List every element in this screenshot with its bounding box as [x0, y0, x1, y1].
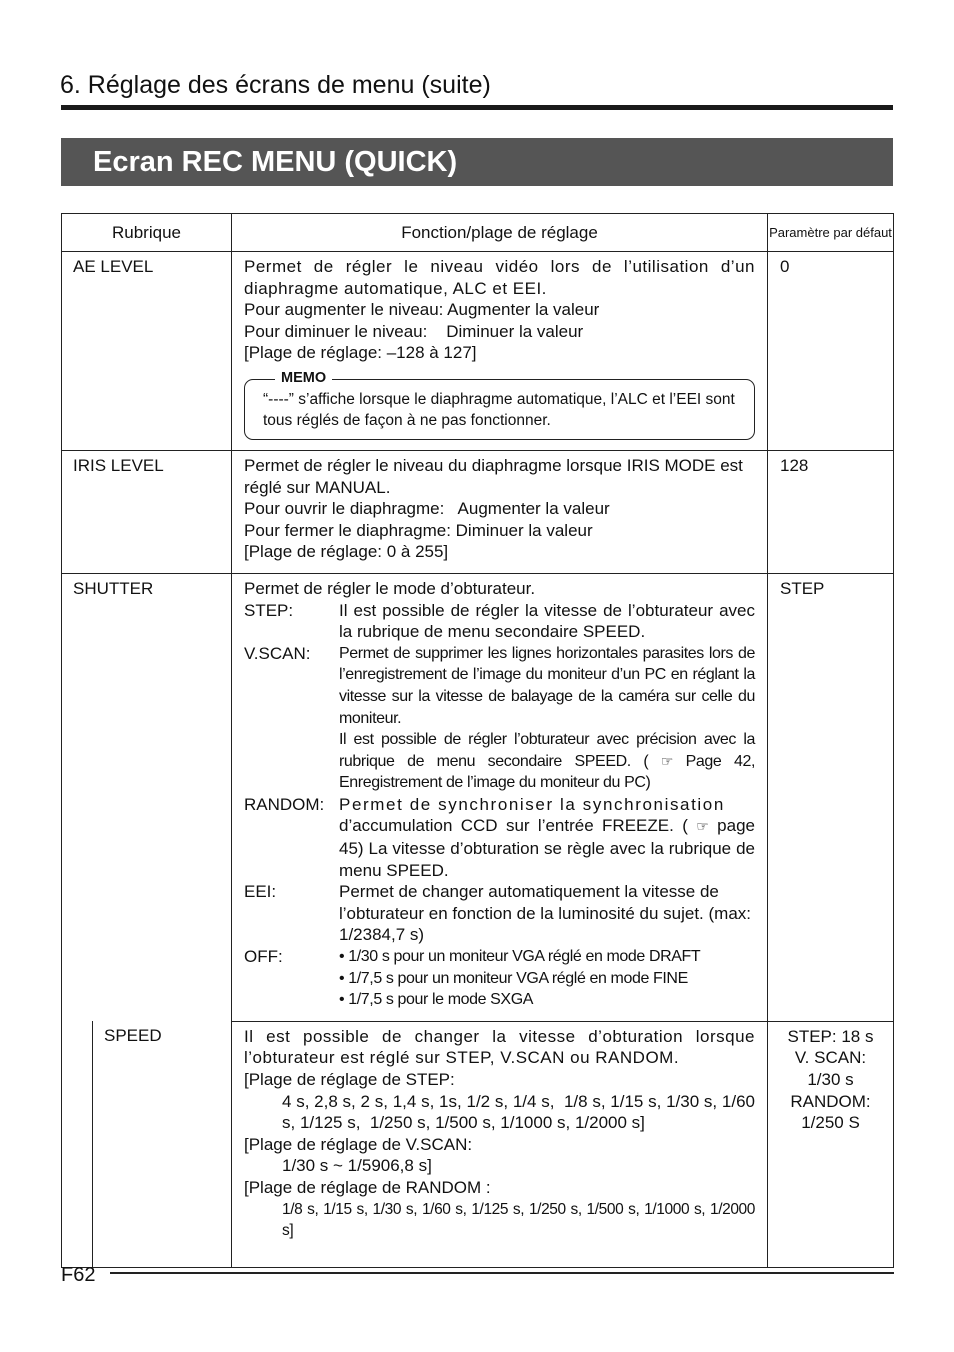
shutter-def-eei [244, 881, 755, 946]
menu-table [61, 213, 894, 1268]
shutter-term-random: RANDOM: [244, 794, 325, 814]
speed-random-values: 1/8 s, 1/15 s, 1/30 s, 1/60 s, 1/125 s, 1/250 s, 1/500 s, 1/1000 s, 1/2000 s] [282, 1200, 755, 1240]
ae-level-desc-2: Pour augmenter le niveau: Augmenter la valeur [244, 300, 600, 320]
table-row-iris-level [62, 450, 894, 573]
shutter-desc-random [339, 794, 755, 881]
shutter-def-off [244, 946, 755, 1011]
shutter-off-item: • 1/7,5 s pour un moniteur VGA réglé en mode FINE [339, 969, 688, 987]
iris-level-desc-1: Permet de régler le niveau du diaphragme lorsque IRIS MODE est réglé sur MANUAL. [244, 455, 743, 497]
item-desc-ae-level [232, 252, 768, 451]
shutter-off-item: • 1/7,5 s pour le mode SXGA [339, 991, 534, 1009]
section-title: 6. Réglage des écrans de menu (suite) [60, 71, 491, 99]
item-default-shutter: STEP [768, 573, 894, 1021]
shutter-desc-eei: Permet de changer automatiquement la vitesse de l’obturateur en fonction de la luminosité du sujet. (max: 1/2384,7 s) [339, 882, 752, 945]
item-desc-iris-level [232, 450, 768, 573]
item-default-iris-level: 128 [768, 450, 894, 573]
shutter-random-desc-2b: page 45) La vitesse d’obturation se règle avec la rubrique de menu SPEED. [339, 816, 755, 880]
shutter-off-item: • 1/30 s pour un moniteur VGA réglé en mode DRAFT [339, 948, 701, 966]
speed-random-head: [Plage de réglage de RANDOM : [244, 1177, 491, 1197]
speed-default-line: STEP: 18 s [787, 1026, 874, 1046]
table-header-row [62, 214, 894, 252]
col-header-default: Paramètre par défaut [768, 214, 894, 252]
shutter-def-vscan [244, 643, 755, 794]
section-divider [61, 105, 893, 110]
shutter-desc-off [339, 946, 755, 1011]
item-name-cell-speed [62, 1021, 232, 1268]
table-row-speed [62, 1021, 894, 1268]
page-banner-title: Ecran REC MENU (QUICK) [61, 138, 893, 186]
shutter-vscan-desc-2a: Il est possible de régler l’obturateur avec précision avec la rubrique de menu secondaire SPEED. ( [339, 731, 755, 770]
shutter-intro: Permet de régler le mode d’obturateur. [244, 578, 536, 598]
ae-level-desc-1: Permet de régler le niveau vidéo lors de l’utilisation d’un diaphragme automatique, ALC et EEI. [244, 257, 755, 298]
table-row-ae-level [62, 252, 894, 451]
memo-box [244, 369, 755, 440]
speed-vscan-values: 1/30 s ~ 1/5906,8 s] [282, 1156, 432, 1176]
item-name-speed: SPEED [104, 1026, 162, 1046]
item-default-ae-level: 0 [768, 252, 894, 451]
shutter-vscan-desc-2 [339, 729, 755, 794]
sub-item-indent [62, 1021, 93, 1267]
speed-default-line: 1/250 S [801, 1113, 860, 1133]
speed-step-values: 4 s, 2,8 s, 2 s, 1,4 s, 1s, 1/2 s, 1/4 s, 1/8 s, 1/15 s, 1/30 s, 1/60 s, 1/125 s, 1/250 s, 1/500 s, 1/1000 s, 1/2000 s] [282, 1091, 760, 1133]
shutter-term-step: STEP: [244, 600, 294, 620]
iris-level-desc-2: Pour ouvrir le diaphragme: Augmenter la valeur [244, 499, 610, 519]
shutter-def-random [244, 794, 755, 881]
ae-level-desc-4: [Plage de réglage: –128 à 127] [244, 343, 477, 363]
pointing-hand-icon: ☞ [660, 752, 674, 769]
item-desc-shutter [232, 573, 768, 1021]
shutter-vscan-desc-1: Permet de supprimer les lignes horizontales parasites lors de l’enregistrement de l’image du moniteur d’un PC en réglant la vitesse sur la vitesse de balayage de la caméra sur celle du moniteur. [339, 644, 755, 727]
shutter-term-off: OFF: [244, 947, 283, 967]
speed-default-line: V. SCAN: [794, 1048, 867, 1068]
ae-level-desc-3: Pour diminuer le niveau: Diminuer la valeur [244, 321, 584, 341]
item-desc-speed [232, 1021, 768, 1268]
speed-desc-1: Il est possible de changer la vitesse d’obturation lorsque l’obturateur est réglé sur STEP, V.SCAN ou RANDOM. [244, 1026, 755, 1068]
shutter-term-vscan: V.SCAN: [244, 643, 311, 663]
shutter-random-desc-2a: d’accumulation CCD sur l’entrée FREEZE. ( [339, 816, 688, 836]
pointing-hand-icon: ☞ [696, 818, 709, 835]
shutter-term-eei: EEI: [244, 882, 277, 902]
memo-label: MEMO [275, 369, 332, 387]
item-name-shutter: SHUTTER [62, 573, 232, 1021]
shutter-def-step [244, 600, 755, 643]
shutter-desc-step: Il est possible de régler la vitesse de l’obturateur avec la rubrique de menu secondaire SPEED. [339, 600, 755, 642]
iris-level-desc-4: [Plage de réglage: 0 à 255] [244, 542, 449, 562]
shutter-vscan-desc-2b: Page 42, Enregistrement de l’image du moniteur du PC) [339, 752, 755, 792]
col-header-rubrique: Rubrique [62, 214, 232, 252]
speed-default-line: 1/30 s [807, 1070, 854, 1089]
footer-divider [110, 1272, 894, 1274]
speed-vscan-head: [Plage de réglage de V.SCAN: [244, 1134, 473, 1154]
iris-level-desc-3: Pour fermer le diaphragme: Diminuer la valeur [244, 520, 593, 540]
page-number: F62 [61, 1264, 96, 1286]
shutter-desc-vscan [339, 643, 755, 794]
shutter-random-desc-2 [339, 815, 755, 881]
speed-step-head: [Plage de réglage de STEP: [244, 1070, 455, 1089]
table-row-shutter [62, 573, 894, 1021]
col-header-fonction: Fonction/plage de réglage [232, 214, 768, 252]
shutter-random-desc-1: Permet de synchroniser la synchronisation [339, 794, 725, 814]
item-default-speed [768, 1021, 894, 1268]
speed-default-line: RANDOM: [790, 1091, 871, 1111]
item-name-iris-level: IRIS LEVEL [62, 450, 232, 573]
item-name-ae-level: AE LEVEL [62, 252, 232, 451]
memo-text: “----” s’affiche lorsque le diaphragme automatique, l’ALC et l’EEI sont tous réglés de façon à ne pas fonctionner. [263, 390, 735, 429]
